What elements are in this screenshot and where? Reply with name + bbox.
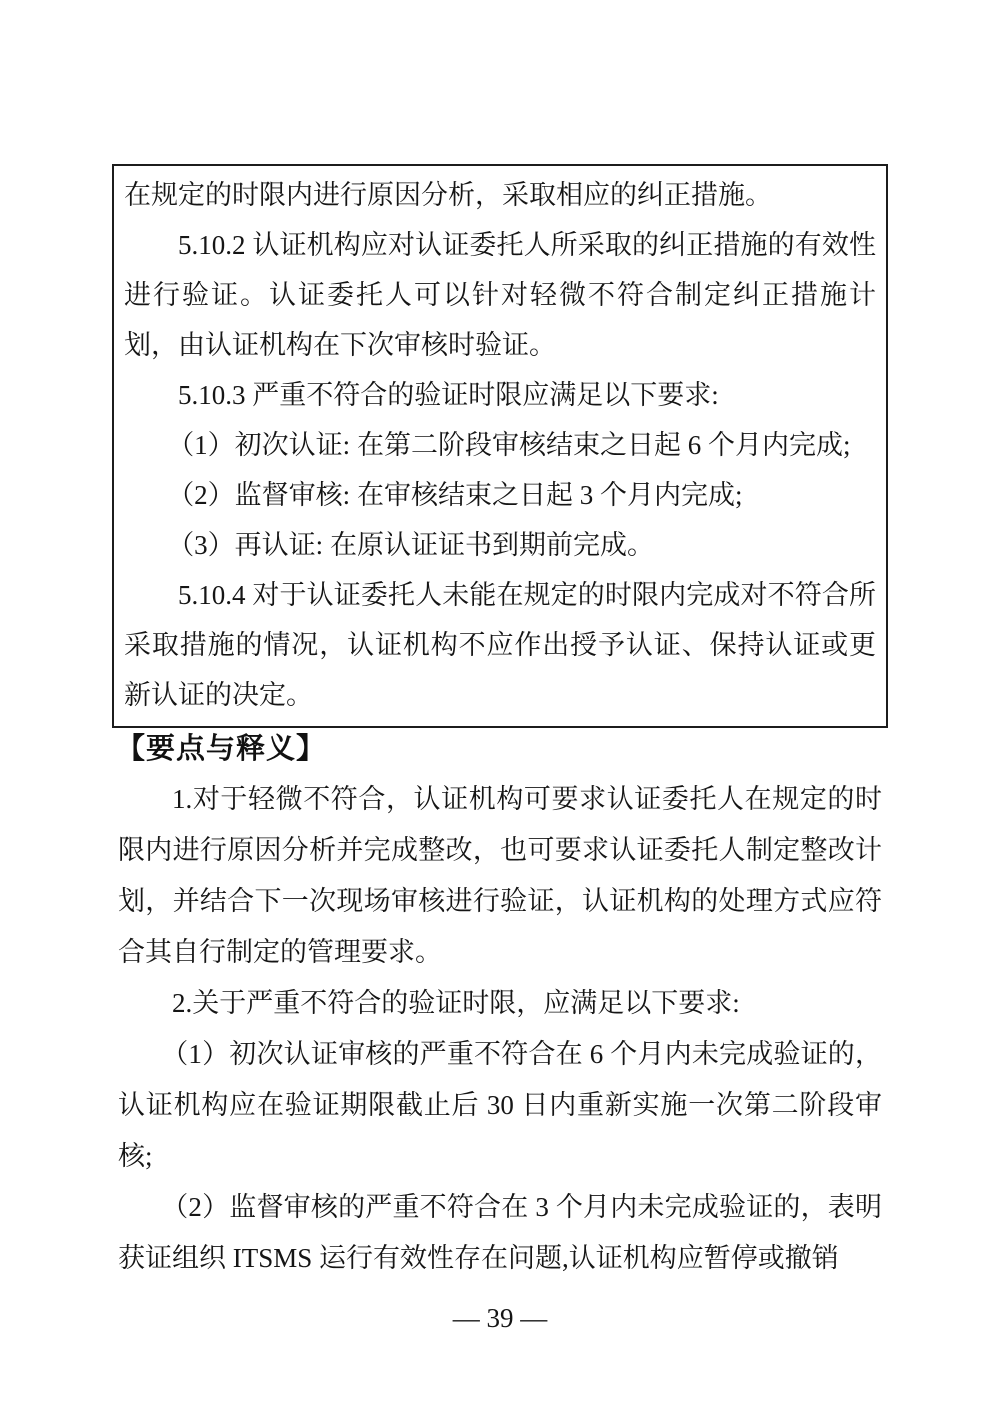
regulation-paragraph: 5.10.4 对于认证委托人未能在规定的时限内完成对不符合所采取措施的情况，认证机构不应作出授予认证、保持认证或更新认证的决定。 [124,580,876,710]
regulation-paragraph: 5.10.3 严重不符合的验证时限应满足以下要求: [178,380,719,410]
regulation-excerpt-box [112,164,888,728]
section-heading: 【要点与释义】 [116,733,327,765]
regulation-paragraph: 在规定的时限内进行原因分析，采取相应的纠正措施。 [124,180,772,210]
page-number: — 39 — [452,1303,548,1333]
regulation-paragraph: 5.10.2 认证机构应对认证委托人所采取的纠正措施的有效性进行验证。认证委托人可以针对轻微不符合制定纠正措施计划，由认证机构在下次审核时验证。 [124,230,876,360]
regulation-paragraph: （2）监督审核: 在审核结束之日起 3 个月内完成; [167,480,743,510]
commentary-paragraph: （2）监督审核的严重不符合在 3 个月内未完成验证的，表明获证组织 ITSMS 运行有效性存在问题,认证机构应暂停或撤销 [118,1192,882,1273]
commentary-paragraph: 2.关于严重不符合的验证时限，应满足以下要求: [172,988,740,1018]
commentary-section [118,774,882,1284]
regulation-paragraph: （3）再认证: 在原认证证书到期前完成。 [167,530,654,560]
commentary-paragraph: 1.对于轻微不符合，认证机构可要求认证委托人在规定的时限内进行原因分析并完成整改，也可要求认证委托人制定整改计划，并结合下一次现场审核进行验证，认证机构的处理方式应符合其自行制定的管理要求。 [118,784,882,967]
regulation-paragraph: （1）初次认证: 在第二阶段审核结束之日起 6 个月内完成; [167,430,851,460]
commentary-paragraph: （1）初次认证审核的严重不符合在 6 个月内未完成验证的，认证机构应在验证期限截止后 30 日内重新实施一次第二阶段审核; [118,1039,882,1171]
